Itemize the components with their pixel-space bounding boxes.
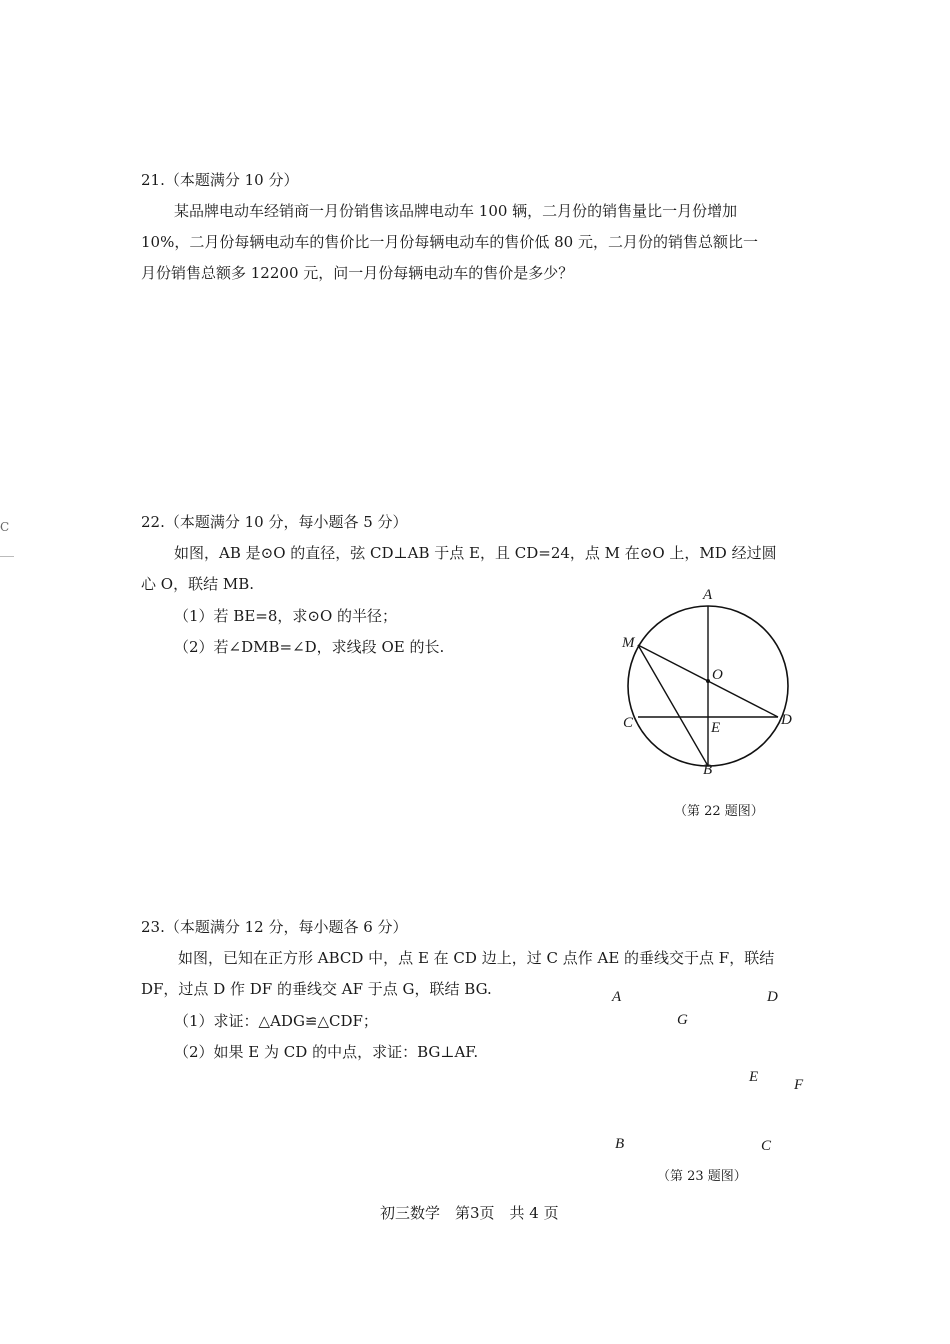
center-dot	[706, 679, 710, 683]
q22-part-1: （1）若 BE=8，求⊙O 的半径；	[174, 607, 398, 625]
q22-label-o: O	[712, 667, 723, 683]
q23-part-2: （2）如果 E 为 CD 的中点，求证：BG⊥AF.	[174, 1043, 479, 1061]
q23-figure-caption: （第 23 题图）	[657, 1169, 747, 1184]
q22-heading: 22.（本题满分 10 分，每小题各 5 分）	[141, 513, 408, 531]
q23-label-e: E	[749, 1069, 759, 1085]
q22-label-d: D	[781, 712, 792, 728]
q21-line-1: 某品牌电动车经销商一月份销售该品牌电动车 100 辆，二月份的销售量比一月份增加	[174, 202, 738, 220]
q23-label-c: C	[761, 1138, 772, 1154]
q23-label-b: B	[615, 1136, 625, 1152]
q21-heading: 21.（本题满分 10 分）	[141, 171, 299, 189]
q22-line-2: 心 O，联结 MB.	[141, 575, 254, 593]
page-footer: 初三数学 第3页 共 4 页	[380, 1204, 559, 1222]
q22-part-2: （2）若∠DMB=∠D，求线段 OE 的长.	[174, 638, 445, 656]
q23-label-d: D	[767, 989, 778, 1005]
q23-line-1: 如图，已知在正方形 ABCD 中，点 E 在 CD 边上，过 C 点作 AE 的垂线交于点 F，联结	[178, 949, 775, 967]
q22-label-e: E	[711, 720, 721, 736]
margin-mark: C	[0, 520, 10, 534]
q23-label-f: F	[794, 1077, 804, 1093]
q23-label-g: G	[677, 1012, 688, 1028]
q23-part-1: （1）求证：△ADG≌△CDF；	[174, 1012, 378, 1030]
q23-line-2: DF，过点 D 作 DF 的垂线交 AF 于点 G，联结 BG.	[141, 980, 492, 998]
q21-line-3: 月份销售总额多 12200 元，问一月份每辆电动车的售价是多少？	[141, 264, 574, 282]
q22-label-b: B	[703, 762, 713, 778]
q23-label-a: A	[612, 989, 622, 1005]
q23-heading: 23.（本题满分 12 分，每小题各 6 分）	[141, 918, 408, 936]
q22-label-m: M	[622, 635, 635, 651]
q22-line-1: 如图，AB 是⊙O 的直径，弦 CD⊥AB 于点 E，且 CD=24，点 M 在⊙O 上，MD 经过圆	[174, 544, 777, 562]
q22-label-c: C	[623, 715, 634, 731]
q22-figure-caption: （第 22 题图）	[674, 804, 764, 819]
q21-line-2: 10%，二月份每辆电动车的售价比一月份每辆电动车的售价低 80 元，二月份的销售总额比一	[141, 233, 758, 251]
q22-label-a: A	[703, 587, 713, 603]
